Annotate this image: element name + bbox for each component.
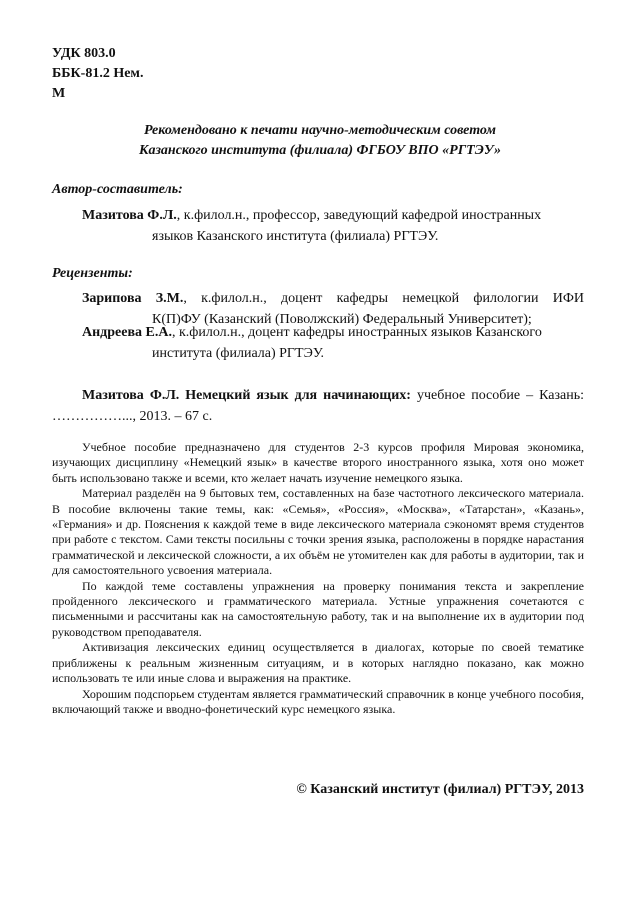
author-credentials: , к.филол.н., профессор, заведующий кафедрой иностранных — [176, 208, 542, 223]
udc-code: УДК 803.0 — [52, 46, 116, 61]
bibliographic-details: учебное пособие – Казань: ……………..., 2013. – 67 с. — [52, 388, 584, 424]
recommendation-line-2: Казанского института (филиала) ФГБОУ ВПО «РГТЭУ» — [138, 143, 502, 158]
author-mark: М — [52, 86, 66, 101]
reviewer-name: Андреева Е.А. — [82, 325, 172, 340]
recommendation-line-1: Рекомендовано к печати научно-методическим советом — [144, 123, 496, 138]
reviewers-heading: Рецензенты: — [52, 266, 133, 281]
abstract — [52, 440, 584, 717]
abstract-paragraph: Материал разделён на 9 бытовых тем, составленных на базе частотного лексического материала. В пособие включены такие темы, как: «Семья», «Россия», «Москва», «Татарстан», «Казань», «Германия» и др. Пояснения к каждой теме в виде лексического материала сэкономят время студентов при работе с текстом. Сами тексты посильны с точки зрения языка, расположены в порядке нарастания грамматической и лексической сложности, а их объём не утомителен как для работы в аудитории, так и для самостоятельного усвоения материала. — [52, 486, 584, 578]
abstract-paragraph: Активизация лексических единиц осуществляется в диалогах, которые по своей тематике приближены к реальным жизненным ситуациям, и в которых наглядно показано, как можно использовать те или иные слова и выражения на практике. — [52, 640, 584, 686]
reviewer-entry — [82, 322, 584, 364]
abstract-paragraph: Хорошим подспорьем студентам является грамматический справочник в конце учебного пособия, включающий также и вводно-фонетический курс немецкого языка. — [52, 686, 584, 716]
reviewer-affiliation: К(П)ФУ (Казанский (Поволжский) Федеральный Университет); — [152, 312, 532, 327]
reviewer-affiliation: института (филиала) РГТЭУ. — [152, 346, 324, 361]
author-name: Мазитова Ф.Л. — [82, 208, 177, 223]
author-heading: Автор-составитель: — [52, 182, 183, 197]
copyright-notice: © Казанский институт (филиал) РГТЭУ, 2013 — [296, 782, 584, 797]
bibliographic-title: Мазитова Ф.Л. Немецкий язык для начинающих: — [82, 388, 411, 403]
bibliographic-reference — [52, 385, 584, 427]
abstract-paragraph: По каждой теме составлены упражнения на проверку понимания текста и закрепление пройденного лексического и грамматического материала. Устные упражнения сочетаются с письменными и рассчитаны как на самостоятельную работу, так и на выполнение их в аудитории под руководством преподавателя. — [52, 578, 584, 639]
author-entry — [82, 205, 584, 247]
reviewer-credentials: , к.филол.н., доцент кафедры иностранных языков Казанского — [171, 325, 542, 340]
bbk-code: ББК-81.2 Нем. — [52, 66, 144, 81]
classification-codes — [52, 44, 143, 104]
reviewer-credentials: , к.филол.н., доцент кафедры немецкой филологии ИФИ — [183, 291, 584, 306]
reviewer-name: Зарипова З.М. — [82, 291, 184, 306]
recommendation-note — [60, 121, 580, 161]
abstract-paragraph: Учебное пособие предназначено для студентов 2-3 курсов профиля Мировая экономика, изучающих дисциплину «Немецкий язык» в качестве второго иностранного языка, хотя оно может быть использовано также и всеми, кто желает начать изучение немецкого языка. — [52, 440, 584, 485]
author-affiliation: языков Казанского института (филиала) РГТЭУ. — [152, 229, 439, 244]
